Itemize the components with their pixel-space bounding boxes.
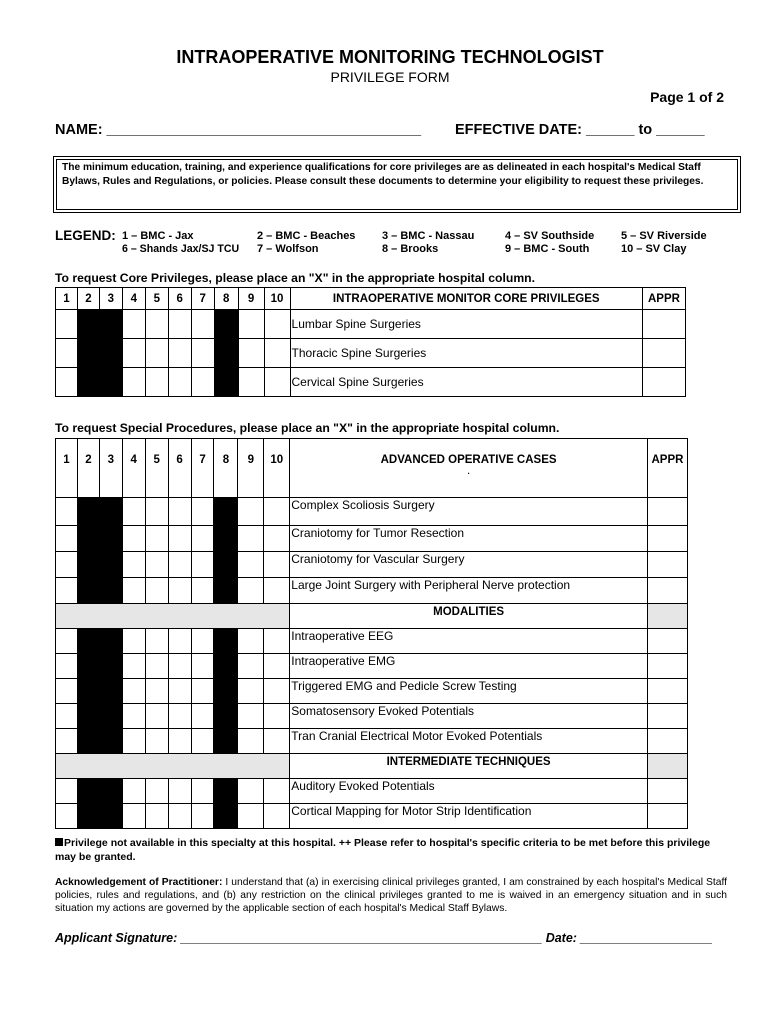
checkbox-cell[interactable]	[145, 679, 168, 704]
legend-item: 8 – Brooks	[382, 243, 439, 255]
unavailable-cell	[99, 779, 122, 804]
unavailable-cell	[214, 578, 238, 604]
privilege-label: Thoracic Spine Surgeries	[290, 339, 642, 368]
checkbox-cell[interactable]	[145, 779, 168, 804]
hospital-column-header: 8	[214, 288, 238, 310]
checkbox-cell[interactable]	[168, 654, 191, 679]
checkbox-cell[interactable]	[145, 310, 168, 339]
unavailable-cell	[214, 804, 238, 829]
checkbox-cell[interactable]	[122, 779, 145, 804]
unavailable-square-icon	[55, 838, 63, 846]
checkbox-cell[interactable]	[264, 654, 290, 679]
checkbox-cell[interactable]	[238, 339, 264, 368]
checkbox-cell[interactable]	[191, 779, 214, 804]
section-row	[56, 604, 688, 629]
checkbox-cell[interactable]	[145, 654, 168, 679]
appr-cell[interactable]	[647, 779, 687, 804]
unavailable-cell	[214, 654, 238, 679]
footnote-text: Privilege not available in this specialty at this hospital. ++ Please refer to hospital's specific criteria to be met before this privilege may be granted.	[55, 837, 711, 863]
legend-item: 5 – SV Riverside	[621, 230, 707, 242]
checkbox-cell[interactable]	[122, 679, 145, 704]
table-row	[56, 654, 688, 679]
effective-date-input-line[interactable]: ______ to ______	[582, 122, 705, 138]
legend-item: 1 – BMC - Jax	[122, 230, 194, 242]
checkbox-cell[interactable]	[264, 729, 290, 754]
checkbox-cell[interactable]	[145, 526, 168, 552]
checkbox-cell[interactable]	[191, 310, 214, 339]
checkbox-cell[interactable]	[56, 779, 78, 804]
checkbox-cell[interactable]	[122, 526, 145, 552]
table-row	[56, 552, 688, 578]
appr-cell[interactable]	[642, 339, 685, 368]
unavailable-cell	[77, 779, 99, 804]
checkbox-cell[interactable]	[264, 339, 290, 368]
unavailable-cell	[214, 779, 238, 804]
page-number: Page 1 of 2	[650, 89, 724, 105]
unavailable-cell	[77, 578, 99, 604]
checkbox-cell[interactable]	[122, 578, 145, 604]
hospital-column-header: 7	[191, 439, 214, 498]
table-row	[56, 368, 686, 397]
checkbox-cell[interactable]	[122, 498, 145, 526]
checkbox-cell[interactable]	[191, 654, 214, 679]
checkbox-cell[interactable]	[122, 368, 145, 397]
unavailable-cell	[99, 729, 122, 754]
checkbox-cell[interactable]	[238, 679, 264, 704]
table-row	[56, 804, 688, 829]
checkbox-cell[interactable]	[122, 804, 145, 829]
legend-item: 3 – BMC - Nassau	[382, 230, 475, 242]
unavailable-cell	[214, 339, 238, 368]
hospital-column-header: 9	[238, 439, 264, 498]
checkbox-cell[interactable]	[168, 629, 191, 654]
checkbox-cell[interactable]	[56, 552, 78, 578]
checkbox-cell[interactable]	[191, 368, 214, 397]
acknowledgement-text: I understand that (a) in exercising clinical privileges granted, I am constrained by each hospital's Medical Staff policies, rules and regulations, and (b) any restriction on the clinical privileges granted to me is waived in an emergency situation and in such situation my actions are governed by the applicable section of each hospital's Medical Staff Bylaws.	[55, 877, 727, 914]
acknowledgement	[55, 876, 727, 915]
checkbox-cell[interactable]	[145, 552, 168, 578]
checkbox-cell[interactable]	[168, 310, 191, 339]
hospital-column-header: 2	[77, 288, 99, 310]
privilege-label: Cervical Spine Surgeries	[290, 368, 642, 397]
effective-date-label: EFFECTIVE DATE:	[455, 122, 583, 138]
unavailable-cell	[99, 654, 122, 679]
legend-item: 2 – BMC - Beaches	[257, 230, 356, 242]
checkbox-cell[interactable]	[56, 704, 78, 729]
name-field[interactable]	[55, 122, 421, 138]
advanced-heading-cell	[290, 439, 648, 498]
appr-cell[interactable]	[647, 526, 687, 552]
checkbox-cell[interactable]	[238, 704, 264, 729]
checkbox-cell[interactable]	[168, 704, 191, 729]
advanced-heading: ADVANCED OPERATIVE CASES	[380, 454, 557, 466]
unavailable-cell	[99, 526, 122, 552]
privilege-label: Tran Cranial Electrical Motor Evoked Potentials	[290, 729, 648, 754]
unavailable-cell	[99, 629, 122, 654]
table-row	[56, 779, 688, 804]
checkbox-cell[interactable]	[238, 310, 264, 339]
privilege-label: Intraoperative EMG	[290, 654, 648, 679]
checkbox-cell[interactable]	[168, 578, 191, 604]
privilege-label: Lumbar Spine Surgeries	[290, 310, 642, 339]
special-instruction: To request Special Procedures, please place an "X" in the appropriate hospital column.	[55, 421, 560, 435]
appr-cell[interactable]	[647, 679, 687, 704]
checkbox-cell[interactable]	[238, 729, 264, 754]
unavailable-cell	[99, 679, 122, 704]
checkbox-cell[interactable]	[238, 552, 264, 578]
appr-cell[interactable]	[647, 654, 687, 679]
date-input-line[interactable]: ___________________	[576, 931, 713, 945]
appr-cell[interactable]	[647, 729, 687, 754]
core-heading: INTRAOPERATIVE MONITOR CORE PRIVILEGES	[290, 288, 642, 310]
checkbox-cell[interactable]	[264, 526, 290, 552]
appr-cell[interactable]	[647, 629, 687, 654]
hospital-column-header: 4	[122, 288, 145, 310]
checkbox-cell[interactable]	[56, 339, 78, 368]
checkbox-cell[interactable]	[56, 498, 78, 526]
form-title: INTRAOPERATIVE MONITORING TECHNOLOGIST	[176, 47, 604, 67]
table-row	[56, 679, 688, 704]
hospital-column-header: 2	[77, 439, 99, 498]
checkbox-cell[interactable]	[168, 526, 191, 552]
checkbox-cell[interactable]	[145, 804, 168, 829]
checkbox-cell[interactable]	[56, 578, 78, 604]
hospital-column-header: 10	[264, 288, 290, 310]
checkbox-cell[interactable]	[168, 729, 191, 754]
special-header-row	[56, 439, 688, 498]
hospital-column-header: 5	[145, 288, 168, 310]
appr-cell[interactable]	[647, 804, 687, 829]
checkbox-cell[interactable]	[191, 704, 214, 729]
legend-label: LEGEND:	[55, 228, 116, 243]
appr-cell[interactable]	[647, 552, 687, 578]
legend-item: 7 – Wolfson	[257, 243, 319, 255]
modalities-heading: MODALITIES	[290, 604, 648, 629]
appr-header: APPR	[642, 288, 685, 310]
unavailable-cell	[99, 704, 122, 729]
unavailable-cell	[99, 552, 122, 578]
checkbox-cell[interactable]	[238, 654, 264, 679]
unavailable-cell	[214, 629, 238, 654]
checkbox-cell[interactable]	[122, 339, 145, 368]
appr-cell	[647, 754, 687, 779]
checkbox-cell[interactable]	[168, 552, 191, 578]
checkbox-cell[interactable]	[191, 629, 214, 654]
checkbox-cell[interactable]	[56, 526, 78, 552]
legend-item: 6 – Shands Jax/SJ TCU	[122, 243, 240, 255]
core-privileges-table	[55, 287, 686, 397]
checkbox-cell[interactable]	[168, 498, 191, 526]
hospital-column-header: 6	[168, 439, 191, 498]
checkbox-cell[interactable]	[122, 629, 145, 654]
appr-cell[interactable]	[647, 578, 687, 604]
checkbox-cell[interactable]	[191, 339, 214, 368]
checkbox-cell[interactable]	[145, 498, 168, 526]
checkbox-cell[interactable]	[264, 704, 290, 729]
checkbox-cell[interactable]	[145, 368, 168, 397]
checkbox-cell[interactable]	[56, 804, 78, 829]
checkbox-cell[interactable]	[145, 578, 168, 604]
checkbox-cell[interactable]	[56, 368, 78, 397]
hospital-column-header: 4	[122, 439, 145, 498]
checkbox-cell[interactable]	[168, 368, 191, 397]
appr-cell	[647, 604, 687, 629]
unavailable-cell	[214, 526, 238, 552]
acknowledgement-label: Acknowledgement of Practitioner:	[55, 877, 223, 888]
checkbox-cell[interactable]	[264, 310, 290, 339]
unavailable-cell	[77, 654, 99, 679]
hospital-column-header: 1	[56, 439, 78, 498]
core-instruction: To request Core Privileges, please place an "X" in the appropriate hospital column.	[55, 271, 535, 285]
hospital-column-header: 10	[264, 439, 290, 498]
appr-cell[interactable]	[642, 310, 685, 339]
checkbox-cell[interactable]	[191, 526, 214, 552]
checkbox-cell[interactable]	[56, 679, 78, 704]
table-row	[56, 704, 688, 729]
checkbox-cell[interactable]	[264, 804, 290, 829]
unavailable-cell	[214, 498, 238, 526]
privilege-label: Somatosensory Evoked Potentials	[290, 704, 648, 729]
footnote	[55, 836, 727, 864]
checkbox-cell[interactable]	[264, 679, 290, 704]
signature-label: Applicant Signature:	[55, 931, 178, 945]
checkbox-cell[interactable]	[238, 779, 264, 804]
checkbox-cell[interactable]	[264, 368, 290, 397]
unavailable-cell	[77, 679, 99, 704]
section-row	[56, 754, 688, 779]
name-label: NAME:	[55, 122, 103, 138]
privilege-label: Craniotomy for Tumor Resection	[290, 526, 648, 552]
checkbox-cell[interactable]	[191, 552, 214, 578]
name-input-line[interactable]: _______________________________________	[102, 122, 422, 138]
core-header-row	[56, 288, 686, 310]
checkbox-cell[interactable]	[122, 704, 145, 729]
checkbox-cell[interactable]	[191, 804, 214, 829]
table-row	[56, 629, 688, 654]
unavailable-cell	[77, 526, 99, 552]
unavailable-cell	[99, 339, 122, 368]
table-row	[56, 498, 688, 526]
checkbox-cell[interactable]	[238, 368, 264, 397]
checkbox-cell[interactable]	[56, 629, 78, 654]
privilege-label: Craniotomy for Vascular Surgery	[290, 552, 648, 578]
unavailable-cell	[77, 552, 99, 578]
unavailable-cell	[77, 310, 99, 339]
checkbox-cell[interactable]	[122, 552, 145, 578]
hospital-column-header: 3	[99, 288, 122, 310]
unavailable-cell	[77, 729, 99, 754]
unavailable-cell	[77, 498, 99, 526]
signature-line	[55, 931, 713, 945]
checkbox-cell[interactable]	[168, 804, 191, 829]
intermediate-heading: INTERMEDIATE TECHNIQUES	[290, 754, 648, 779]
hospital-column-header: 6	[168, 288, 191, 310]
hospital-column-header: 1	[56, 288, 78, 310]
appr-cell[interactable]	[647, 704, 687, 729]
unavailable-cell	[77, 804, 99, 829]
table-row	[56, 729, 688, 754]
privilege-label: Triggered EMG and Pedicle Screw Testing	[290, 679, 648, 704]
hospital-column-header: 9	[238, 288, 264, 310]
privilege-label: Auditory Evoked Potentials	[290, 779, 648, 804]
checkbox-cell[interactable]	[145, 629, 168, 654]
checkbox-cell[interactable]	[238, 526, 264, 552]
checkbox-cell[interactable]	[168, 339, 191, 368]
appr-cell[interactable]	[647, 498, 687, 526]
unavailable-cell	[214, 368, 238, 397]
form-subtitle: PRIVILEGE FORM	[330, 69, 450, 85]
unavailable-cell	[99, 368, 122, 397]
checkbox-cell[interactable]	[238, 498, 264, 526]
unavailable-cell	[214, 679, 238, 704]
effective-date-field[interactable]	[455, 122, 705, 138]
unavailable-cell	[214, 310, 238, 339]
signature-input-line[interactable]: ____________________________________________________	[177, 931, 543, 945]
unavailable-cell	[99, 578, 122, 604]
table-row	[56, 578, 688, 604]
special-procedures-table	[55, 438, 688, 829]
unavailable-cell	[214, 729, 238, 754]
checkbox-cell[interactable]	[145, 729, 168, 754]
unavailable-cell	[99, 310, 122, 339]
checkbox-cell[interactable]	[264, 552, 290, 578]
privilege-label: Cortical Mapping for Motor Strip Identification	[290, 804, 648, 829]
date-label: Date:	[542, 931, 577, 945]
unavailable-cell	[214, 552, 238, 578]
unavailable-cell	[77, 368, 99, 397]
appr-header: APPR	[647, 439, 687, 498]
checkbox-cell[interactable]	[191, 578, 214, 604]
checkbox-cell[interactable]	[191, 729, 214, 754]
unavailable-cell	[77, 629, 99, 654]
unavailable-cell	[77, 339, 99, 368]
checkbox-cell[interactable]	[191, 679, 214, 704]
checkbox-cell[interactable]	[168, 679, 191, 704]
checkbox-cell[interactable]	[264, 498, 290, 526]
privilege-label: Large Joint Surgery with Peripheral Nerve protection	[290, 578, 648, 604]
hospital-column-header: 3	[99, 439, 122, 498]
unavailable-cell	[77, 704, 99, 729]
legend-item: 4 – SV Southside	[505, 230, 595, 242]
checkbox-cell[interactable]	[264, 629, 290, 654]
checkbox-cell[interactable]	[145, 339, 168, 368]
checkbox-cell[interactable]	[238, 629, 264, 654]
checkbox-cell[interactable]	[264, 779, 290, 804]
checkbox-cell[interactable]	[238, 578, 264, 604]
hospital-column-header: 8	[214, 439, 238, 498]
table-row	[56, 339, 686, 368]
notice-text: The minimum education, training, and experience qualifications for core privileges are as delineated in each hospital's Medical Staff Bylaws, Rules and Regulations, or policies. Please consult these documents to determine your eligibility to request these privileges.	[62, 162, 704, 187]
heading-dot: .	[467, 465, 471, 477]
section-spacer	[56, 604, 290, 629]
unavailable-cell	[99, 498, 122, 526]
privilege-label: Intraoperative EEG	[290, 629, 648, 654]
checkbox-cell[interactable]	[191, 498, 214, 526]
section-spacer	[56, 754, 290, 779]
checkbox-cell[interactable]	[145, 704, 168, 729]
legend-item: 9 – BMC - South	[505, 243, 590, 255]
unavailable-cell	[214, 704, 238, 729]
checkbox-cell[interactable]	[238, 804, 264, 829]
checkbox-cell[interactable]	[56, 310, 78, 339]
checkbox-cell[interactable]	[56, 654, 78, 679]
table-row	[56, 310, 686, 339]
checkbox-cell[interactable]	[168, 779, 191, 804]
hospital-column-header: 7	[191, 288, 214, 310]
hospital-column-header: 5	[145, 439, 168, 498]
checkbox-cell[interactable]	[122, 654, 145, 679]
privilege-label: Complex Scoliosis Surgery	[290, 498, 648, 526]
table-row	[56, 526, 688, 552]
checkbox-cell[interactable]	[122, 729, 145, 754]
appr-cell[interactable]	[642, 368, 685, 397]
checkbox-cell[interactable]	[56, 729, 78, 754]
checkbox-cell[interactable]	[264, 578, 290, 604]
unavailable-cell	[99, 804, 122, 829]
checkbox-cell[interactable]	[122, 310, 145, 339]
legend-item: 10 – SV Clay	[621, 243, 687, 255]
